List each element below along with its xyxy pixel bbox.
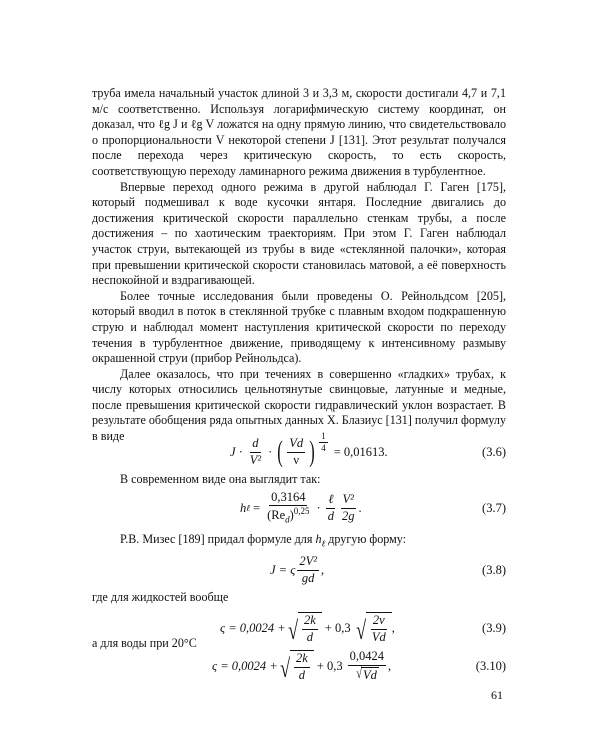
eq37-lhs-sub: ℓ <box>246 503 250 513</box>
eq37-end: . <box>358 500 362 515</box>
eq310-sqrt-vd <box>355 667 379 682</box>
label-water: а для воды при 20°С <box>92 636 197 650</box>
eq39-n-den: Vd <box>371 629 386 644</box>
eq38-end: , <box>320 562 325 577</box>
eq36-fraction-d-v2 <box>248 437 263 466</box>
label-liquids: где для жидкостей вообще <box>92 590 229 604</box>
eq37-number: (3.7) <box>482 500 506 515</box>
eq310-sqrt-k <box>278 650 314 681</box>
eq39-n-num: 2ν <box>371 614 387 629</box>
eq37-v2: V² <box>341 493 356 508</box>
equation-3-8 <box>92 550 506 590</box>
eq37-fraction-l-d <box>326 493 336 522</box>
eq36-left-paren: ( <box>277 435 284 468</box>
radical-sign: √ <box>287 615 298 645</box>
label-mises-sub: ℓ <box>321 538 326 549</box>
radical-sign: √ <box>279 653 290 683</box>
eq36-exponent <box>319 432 328 454</box>
eq38-fraction <box>297 555 319 584</box>
eq310-k-den: d <box>298 667 306 682</box>
radical-sign: √ <box>355 665 362 682</box>
eq37-re-group <box>265 506 311 525</box>
eq37-fraction-re <box>265 491 311 525</box>
eq39-k-num: 2k <box>302 614 318 629</box>
eq36-dot-2: · <box>268 444 273 459</box>
equation-3-6 <box>92 432 506 472</box>
paragraph-3: Более точные исследования были проведены О. Рейнольдсом [205], который вводил в поток в стеклянной трубке с плавным входом подкрашенную струю и наблюдал момент наступления критической скорости по переходу течения в турбулентное движение, приводящему к интенсивному размыву окрашенной струи (прибор Рейнольдса). <box>92 288 506 366</box>
label-modern: В современном виде она выглядит так: <box>120 472 321 486</box>
eq39-k-den: d <box>306 629 314 644</box>
eq39-frac-nu <box>370 614 388 643</box>
eq310-number: (3.10) <box>475 658 506 673</box>
radical-sign: √ <box>355 615 366 645</box>
paragraph-2: Впервые переход одного режима в другой наблюдал Г. Гаген [175], который подмешивал к воде кусочки янтаря. Последние двигались до достижения критической скорости параллельно стенкам трубы, а после достижения – по хаотическим траекториям. При этом Г. Гаген наблюдал участок струи, вытекающей из трубы в виде «стеклянной палочки», которая при превышении критической скорости становилась матовой, а её поверхность неспокойной и вздрагивающей. <box>92 179 506 288</box>
eq310-end: , <box>387 658 392 673</box>
eq37-re: (Re <box>267 508 286 523</box>
eq37-re-exp: 0,25 <box>293 506 310 517</box>
eq310-k-num: 2k <box>294 652 310 667</box>
eq37-2g: 2g <box>341 508 355 523</box>
eq36-nu: ν <box>293 452 300 467</box>
eq39-lhs: ς = 0,0024 + <box>220 620 286 635</box>
eq39-frac-k <box>302 614 318 643</box>
eq37-l: ℓ <box>326 493 335 508</box>
eq36-rhs: = 0,01613. <box>333 444 388 459</box>
eq310-n-den: Vd <box>362 667 377 682</box>
eq39-number: (3.9) <box>482 620 506 635</box>
eq38-number: (3.8) <box>482 562 506 577</box>
body-text <box>92 86 506 445</box>
eq36-v2: V² <box>249 452 262 467</box>
page-number: 61 <box>491 688 503 702</box>
eq37-lhs: h <box>240 500 247 515</box>
eq36-vd: Vd <box>287 437 305 452</box>
eq37-fraction-v2-2g <box>340 493 357 522</box>
eq39-plus: + 0,3 <box>324 620 351 635</box>
eq39-sqrt-k <box>286 612 322 643</box>
paragraph-4: Далее оказалось, что при течениях в совершенно «гладких» трубах, к числу которых относились цельнотянутые свинцовые, латунные и медные, после превышения критической скорости гидравлический уклон возрастает. В результате обобщения ряда опытных данных Х. Блазиус [131] получил формулу в виде <box>92 366 506 444</box>
eq38-lhs: J = ς <box>270 562 296 577</box>
label-mises-pre: Р.В. Мизес [189] придал формуле для <box>120 532 316 546</box>
eq36-fraction-vd-nu <box>287 437 305 466</box>
eq37-coef: 0,3164 <box>269 491 307 506</box>
eq310-frac-n <box>348 650 386 681</box>
eq36-exp-den: 4 <box>321 443 326 454</box>
eq36-d: d <box>250 437 260 452</box>
eq36-exp-num: 1 <box>319 432 328 443</box>
eq37-d: d <box>327 508 334 523</box>
equation-3-10 <box>92 646 506 686</box>
eq39-sqrt-nu <box>354 612 392 643</box>
label-mises-post: другую форму: <box>325 532 407 546</box>
label-mises-h: h <box>315 532 322 546</box>
eq36-right-paren: ) <box>309 435 315 468</box>
label-mises <box>120 532 406 552</box>
eq37-re-close: ) <box>289 508 294 523</box>
eq310-n-den-group <box>353 666 381 682</box>
eq37-eq: = <box>253 500 261 515</box>
eq310-plus: + 0,3 <box>316 658 343 673</box>
eq36-dot-1: · <box>238 444 243 459</box>
eq36-J: J <box>230 444 236 459</box>
equation-3-7: h ℓ = $\frac{0,3164}{(Re_d)^{0,25}}$ · $\frac{\text{ℓ}}{d}$ $\frac{\text{V²}}{2g}$ . (3.7) <box>92 488 506 528</box>
eq38-num: 2V² <box>297 555 319 570</box>
paragraph-1: труба имела начальный участок длиной 3 и 3,3 м, скорости достигали 4,7 и 7,1 м/с соответственно. Используя логарифмическую систему координат, он доказал, что ℓg J и ℓg V ложатся на одну прямую линию, что свидетельствовало о пропорциональности V некоторой степени J [131]. Этот результат получался после перехода через критическую скорость, то есть скорость, соответствующую переходу ламинарного режима движения в турбулентное. <box>92 86 506 178</box>
eq310-n-num: 0,0424 <box>348 650 386 665</box>
eq38-den: gd <box>301 570 315 585</box>
eq310-lhs: ς = 0,0024 + <box>212 658 278 673</box>
eq39-end: , <box>391 620 395 635</box>
eq37-re-sub: d <box>285 514 290 525</box>
eq36-number: (3.6) <box>482 444 506 459</box>
eq310-frac-k <box>294 652 310 681</box>
